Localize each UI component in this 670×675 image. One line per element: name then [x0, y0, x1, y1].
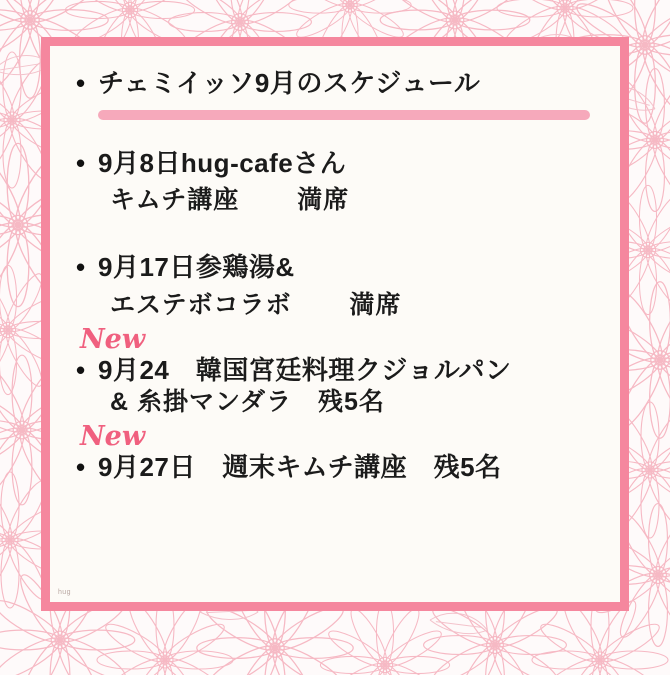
entry-main-line — [76, 148, 594, 180]
schedule-card — [41, 37, 629, 611]
schedule-entry-2 — [76, 252, 594, 320]
new-badge: New — [80, 421, 146, 453]
entry-sub-line — [76, 185, 594, 216]
entry-title: 9月17日参鶏湯& — [98, 251, 295, 282]
entry-title: 9月24 韓国宮廷料理クジョルパン — [98, 355, 512, 386]
title-block — [76, 68, 594, 100]
watermark: hug — [58, 589, 71, 596]
entry-status: 満席 — [297, 186, 350, 215]
schedule-entry-3 — [76, 326, 594, 417]
bullet-icon: • — [76, 355, 86, 386]
bullet-icon: • — [76, 251, 86, 282]
entry-status: 満席 — [349, 290, 402, 319]
entry-main-line — [76, 252, 594, 284]
schedule-entry-4 — [76, 423, 594, 484]
entry-subtitle: エステボコラボ — [110, 290, 292, 319]
entry-sub-line — [76, 387, 594, 418]
entry-sub-line — [76, 290, 594, 321]
entry-title: 9月8日hug-cafeさん — [98, 147, 347, 178]
entry-subtitle: キムチ講座 — [110, 186, 240, 215]
bullet-icon: • — [76, 452, 86, 483]
bullet-icon: • — [76, 68, 86, 98]
schedule-entry-1 — [76, 148, 594, 216]
title-underline — [98, 110, 590, 120]
new-badge: New — [80, 324, 146, 356]
entry-subtitle: & 糸掛マンダラ 残5名 — [110, 387, 385, 416]
schedule-card-content — [50, 46, 620, 602]
entry-main-line — [76, 355, 594, 387]
page-title — [76, 68, 594, 100]
bullet-icon: • — [76, 147, 86, 178]
spacer — [76, 216, 594, 252]
entry-main-line — [76, 452, 594, 484]
entry-title: 9月27日 週末キムチ講座 残5名 — [98, 452, 502, 483]
page-title-text: チェミイッソ9月のスケジュール — [98, 68, 481, 98]
